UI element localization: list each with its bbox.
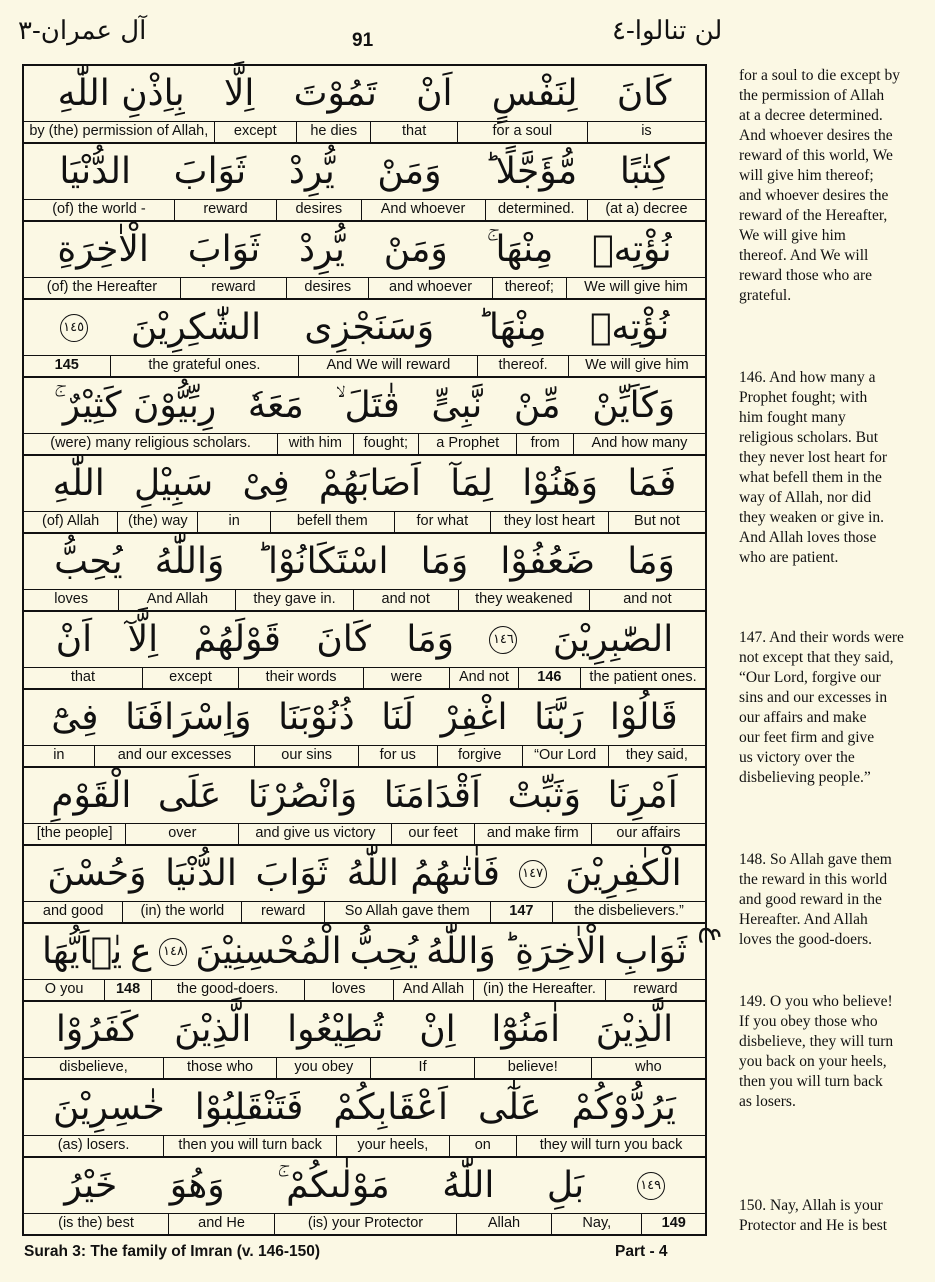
arabic-word: الدُّنْيَا — [165, 852, 237, 894]
translation-cell: that — [70, 669, 96, 685]
arabic-word: لَنَا — [381, 696, 415, 738]
arabic-word: اَقْدَامَنَا — [383, 774, 481, 816]
footer-surah-title: Surah 3: The family of Imran (v. 146-150) — [24, 1243, 321, 1260]
translation-line — [24, 745, 705, 768]
translation-cell: thereof; — [492, 278, 566, 298]
translation-line — [24, 277, 705, 300]
arabic-word: كَانَ — [316, 618, 371, 660]
arabic-word: كَفَرُوْا — [55, 1008, 139, 1050]
translation-cell: We will give him — [566, 278, 705, 298]
arabic-word: وَحُسْنَ — [47, 852, 147, 894]
arabic-word: نُؤْتِهٖ — [592, 228, 672, 270]
translation-cell: they gave in. — [235, 590, 352, 610]
arabic-word: مِنْهَا ۚ — [486, 228, 554, 270]
translation-cell: [the people] — [36, 825, 113, 841]
translation-cell: And whoever — [361, 200, 485, 220]
translation-cell: those who — [163, 1058, 276, 1078]
arabic-word: يَرُدُّوْكُمْ — [571, 1086, 676, 1128]
arabic-word: يُّرِدْ — [298, 228, 345, 270]
commentary-text: 149. O you who believe! If you obey those who disbelieve, they will turn you back on your heels, then you will turn back as losers. — [739, 993, 894, 1110]
arabic-word: بَلِ — [546, 1164, 585, 1206]
arabic-word: بِاِذْنِ اللّٰهِ — [57, 72, 185, 114]
arabic-word: خَيْرُ — [64, 1164, 118, 1206]
translation-cell: Allah — [456, 1214, 551, 1234]
arabic-word: عَلٰٓى — [478, 1086, 542, 1128]
arabic-word: وَمَا — [627, 540, 675, 582]
arabic-word: رِبِّيُّوْنَ كَثِيْرٌ ۚ — [53, 384, 217, 426]
arabic-word: الصّٰبِرِيْنَ — [552, 618, 674, 660]
arabic-line — [24, 924, 705, 979]
verse-number-cell: 146 — [518, 668, 580, 688]
arabic-word: اَنْ — [55, 618, 93, 660]
arabic-line — [24, 66, 705, 121]
translation-cell: from — [516, 434, 573, 454]
arabic-word: الْمُحْسِنِيْنَ — [195, 930, 342, 972]
translation-cell: (the) way — [117, 512, 197, 532]
translation-cell: If — [370, 1058, 473, 1078]
arabic-word: فَمَا — [627, 462, 677, 504]
arabic-word: اٰمَنُوْٓا — [491, 1008, 561, 1050]
translation-line — [24, 667, 705, 690]
arabic-word: مَوْلٰىكُمْ ۚ — [277, 1164, 390, 1206]
translation-cell: thereof. — [477, 356, 567, 376]
translation-cell: believe! — [474, 1058, 591, 1078]
translation-cell: desires — [276, 200, 360, 220]
arabic-word: وَاللّٰهُ — [426, 930, 496, 972]
arabic-word: ع — [130, 930, 152, 972]
arabic-line — [24, 456, 705, 511]
verse-row — [24, 378, 705, 456]
translation-cell: fought; — [353, 434, 419, 454]
arabic-word: فَاٰتٰىهُمُ اللّٰهُ — [346, 852, 500, 894]
translation-cell: And not — [449, 668, 517, 688]
translation-cell: disbelieve, — [59, 1059, 128, 1075]
arabic-word: نُؤْتِهٖ — [589, 306, 670, 348]
arabic-line — [24, 612, 705, 667]
translation-cell: were — [363, 668, 449, 688]
translation-cell: the patient ones. — [580, 668, 705, 688]
translation-cell: they will turn you back — [516, 1136, 705, 1156]
arabic-word: اَمْرِنَا — [607, 774, 678, 816]
arabic-word: الَّذِيْنَ — [595, 1008, 674, 1050]
arabic-word: الَّذِيْنَ — [174, 1008, 252, 1050]
translation-cell: who — [591, 1058, 705, 1078]
translation-line — [24, 355, 705, 378]
arabic-line — [24, 378, 705, 433]
translation-cell: that — [370, 122, 456, 142]
arabic-word: ذُنُوْبَنَا — [278, 696, 355, 738]
arabic-word: ثَوَابِ — [614, 930, 688, 972]
translation-cell: the grateful ones. — [110, 356, 299, 376]
verse-row — [24, 456, 705, 534]
translation-cell: And how many — [573, 434, 705, 454]
translation-cell: (at a) decree — [587, 200, 705, 220]
arabic-word: فِىْ — [242, 462, 290, 504]
arabic-word: مِّنْ — [513, 384, 561, 426]
translation-cell: by (the) permission of Allah, — [29, 123, 209, 139]
translation-cell: and our excesses — [94, 746, 255, 766]
verse-row — [24, 1002, 705, 1080]
arabic-word: وَسَنَجْزِى — [304, 306, 435, 348]
arabic-word: تَمُوْتَ — [293, 72, 377, 114]
arabic-word: ثَوَابَ — [173, 150, 247, 192]
arabic-word: اَعْقَابِكُمْ — [333, 1086, 448, 1128]
arabic-line — [24, 144, 705, 199]
verse-number-cell: 147 — [490, 902, 553, 922]
translation-cell: So Allah gave them — [324, 902, 490, 922]
arabic-word: الْاٰخِرَةِ — [57, 228, 149, 270]
verse-row — [24, 768, 705, 846]
arabic-word: وَثَبِّتْ — [507, 774, 582, 816]
arabic-word: الْكٰفِرِيْنَ — [565, 852, 682, 894]
arabic-word: اَصَابَهُمْ — [318, 462, 422, 504]
arabic-word: ثَوَابَ — [187, 228, 261, 270]
translation-cell: in — [197, 512, 269, 532]
arabic-word: وَانْصُرْنَا — [247, 774, 358, 816]
verse-row — [24, 1158, 705, 1236]
translation-cell: for a soul — [457, 122, 587, 142]
translation-cell: you obey — [276, 1058, 370, 1078]
translation-line — [24, 589, 705, 612]
translation-cell: (were) many religious scholars. — [50, 435, 251, 451]
translation-line — [24, 979, 705, 1002]
verse-row — [24, 612, 705, 690]
translation-cell: and good — [42, 903, 104, 919]
verse-number-mark: ١٤٥ — [60, 314, 88, 342]
translation-cell: over — [125, 824, 238, 844]
translation-cell: O you — [44, 981, 84, 997]
arabic-word: اِلَّا — [223, 72, 255, 114]
arabic-word: كِتٰبًا — [619, 150, 670, 192]
translation-line — [24, 901, 705, 924]
translation-cell: determined. — [485, 200, 587, 220]
arabic-word: خٰسِرِيْنَ — [53, 1086, 165, 1128]
translation-line — [24, 511, 705, 534]
verse-row — [24, 1080, 705, 1158]
arabic-word: تُطِيْعُوا — [287, 1008, 384, 1050]
arabic-line — [24, 300, 705, 355]
arabic-word: وَهُوَ — [169, 1164, 225, 1206]
arabic-word: مِنْهَا ؕ — [477, 306, 547, 348]
commentary-block — [739, 1196, 915, 1236]
translation-cell: (in) the world — [122, 902, 241, 922]
arabic-word: فَتَنْقَلِبُوْا — [194, 1086, 304, 1128]
surah-header-arabic: آل عمران-٣ — [18, 16, 147, 46]
arabic-word: الشّٰكِرِيْنَ — [130, 306, 262, 348]
translation-line — [24, 121, 705, 144]
arabic-word: ضَعُفُوْا — [500, 540, 596, 582]
translation-line — [24, 1057, 705, 1080]
arabic-word: وَهَنُوْا — [522, 462, 599, 504]
arabic-line — [24, 222, 705, 277]
page-number: 91 — [352, 30, 374, 51]
ruku-side-mark: ع — [698, 926, 732, 943]
translation-cell: (in) the Hereafter. — [473, 980, 605, 1000]
arabic-word: وَاللّٰهُ — [154, 540, 225, 582]
translation-line — [24, 433, 705, 456]
translation-cell: and He — [168, 1214, 274, 1234]
arabic-word: اَنْ — [416, 72, 453, 114]
verse-row — [24, 300, 705, 378]
verse-row — [24, 66, 705, 144]
translation-cell: loves — [304, 980, 393, 1000]
arabic-word: مُّؤَجَّلًا ؕ — [484, 150, 578, 192]
arabic-word: ثَوَابَ — [255, 852, 329, 894]
verse-row — [24, 690, 705, 768]
translation-cell: and whoever — [368, 278, 491, 298]
translation-cell: our affairs — [591, 824, 705, 844]
translation-cell: they weakened — [458, 590, 589, 610]
commentary-block — [739, 992, 915, 1112]
translation-cell: befell them — [270, 512, 394, 532]
translation-cell: forgive — [437, 746, 522, 766]
arabic-line — [24, 1158, 705, 1213]
verse-row — [24, 924, 705, 1002]
arabic-word: يُّرِدْ — [288, 150, 335, 192]
translation-cell: on — [449, 1136, 517, 1156]
translation-cell: (of) Allah — [41, 513, 100, 529]
translation-cell: is — [587, 122, 705, 142]
commentary-text: 148. So Allah gave them the reward in this world and good reward in the Hereafter. And Allah loves the good-doers. — [739, 851, 892, 948]
verse-row — [24, 534, 705, 612]
translation-cell: they lost heart — [490, 512, 608, 532]
translation-cell: loves — [54, 591, 89, 607]
arabic-word: عَلَى — [157, 774, 222, 816]
translation-line — [24, 823, 705, 846]
juz-header-arabic: لن تنالوا-٤ — [612, 16, 723, 46]
translation-cell: their words — [238, 668, 363, 688]
commentary-text: for a soul to die except by the permission of Allah at a decree determined. And whoever desires the reward of this world, We will give him thereof; and whoever desires the reward of the Hereafter, We will give him thereof. And We will reward those who are grateful. — [739, 67, 900, 304]
arabic-word: اِلَّآ — [127, 618, 159, 660]
translation-cell: But not — [608, 512, 705, 532]
translation-cell: for what — [394, 512, 490, 532]
translation-cell: a Prophet — [418, 434, 516, 454]
arabic-word: فِىْٓ — [51, 696, 99, 738]
commentary-block — [739, 628, 915, 788]
arabic-word: اللّٰهُ — [442, 1164, 495, 1206]
arabic-line — [24, 768, 705, 823]
translation-cell: the good-doers. — [151, 980, 304, 1000]
commentary-text: 146. And how many a Prophet fought; with him fought many religious scholars. But they never lost heart for what befell them in the way of Allah, nor did they weaken or give in. And Allah loves those who are patient. — [739, 369, 888, 566]
arabic-word: وَكَاَيِّنْ — [592, 384, 676, 426]
translation-cell: he dies — [296, 122, 370, 142]
arabic-word: لِمَآ — [450, 462, 493, 504]
translation-cell: “Our Lord — [522, 746, 608, 766]
translation-cell: then you will turn back — [163, 1136, 336, 1156]
arabic-line — [24, 846, 705, 901]
translation-cell: for us — [358, 746, 437, 766]
commentary-text: 150. Nay, Allah is your Protector and He is best — [739, 1197, 888, 1234]
arabic-word: قَوْلَهُمْ — [193, 618, 281, 660]
translation-cell: except — [142, 668, 238, 688]
commentary-block — [739, 850, 915, 950]
arabic-word: يُحِبُّ — [349, 930, 419, 972]
arabic-word: يُحِبُّ — [54, 540, 123, 582]
translation-cell: desires — [286, 278, 368, 298]
arabic-line — [24, 690, 705, 745]
arabic-word: الْقَوْمِ — [51, 774, 132, 816]
translation-cell: our sins — [254, 746, 357, 766]
translation-cell: And Allah — [118, 590, 235, 610]
translation-line — [24, 199, 705, 222]
translation-cell: reward — [174, 200, 276, 220]
arabic-word: يٰۤاَيُّهَا — [41, 930, 123, 972]
verse-number-cell: 149 — [641, 1214, 705, 1234]
arabic-word: قَالُوْا — [609, 696, 678, 738]
translation-cell: and make firm — [474, 824, 591, 844]
commentary-block — [739, 368, 915, 568]
translation-cell: they said, — [608, 746, 705, 766]
translation-cell: and not — [353, 590, 458, 610]
translation-cell: with him — [277, 434, 352, 454]
arabic-word: نَّبِىٍّ — [431, 384, 483, 426]
arabic-word: كَانَ — [616, 72, 672, 114]
translation-cell: (of) the world - — [52, 201, 146, 217]
verse-row — [24, 846, 705, 924]
translation-cell: (is) your Protector — [274, 1214, 456, 1234]
translation-cell: reward — [180, 278, 286, 298]
arabic-word: اسْتَكَانُوْا ؕ — [256, 540, 389, 582]
translation-cell: the disbelievers.” — [552, 902, 705, 922]
arabic-word: لِنَفْسٍ — [491, 72, 578, 114]
verse-number-mark: ١٤٨ — [159, 938, 187, 966]
translation-cell: your heels, — [336, 1136, 448, 1156]
verse-number-cell: 148 — [104, 980, 151, 1000]
translation-cell: And Allah — [393, 980, 473, 1000]
translation-line — [24, 1135, 705, 1158]
translation-cell: except — [214, 122, 296, 142]
arabic-word: وَاِسْرَافَنَا — [125, 696, 252, 738]
translation-cell: in — [53, 747, 65, 763]
arabic-word: مَعَهٗ — [247, 384, 304, 426]
translation-cell: And We will reward — [298, 356, 477, 376]
arabic-word: رَبَّنَا — [534, 696, 584, 738]
translation-cell: (as) losers. — [57, 1137, 130, 1153]
commentary-text: 147. And their words were not except that they said, “Our Lord, forgive our sins and our excesses in our affairs and make our feet firm and give us victory over the disbelieving people.” — [739, 629, 904, 786]
arabic-word: سَبِيْلِ — [134, 462, 214, 504]
translation-cell: reward — [241, 902, 323, 922]
translation-cell: (of) the Hereafter — [46, 279, 158, 295]
arabic-word: قٰتَلَ ۙ — [335, 384, 400, 426]
arabic-word: وَمَا — [406, 618, 454, 660]
arabic-word: وَمَنْ — [377, 150, 442, 192]
translation-cell: and give us victory — [238, 824, 391, 844]
arabic-word: وَمَا — [420, 540, 469, 582]
arabic-word: الْاٰخِرَةِ ؕ — [503, 930, 607, 972]
verse-number-mark: ١٤٩ — [637, 1172, 665, 1200]
translation-cell: reward — [605, 980, 705, 1000]
arabic-word: وَمَنْ — [383, 228, 448, 270]
translation-cell: our feet — [391, 824, 473, 844]
verse-number-cell: 145 — [54, 357, 79, 373]
verse-row — [24, 222, 705, 300]
arabic-line — [24, 534, 705, 589]
translation-cell: We will give him — [568, 356, 705, 376]
arabic-word: اغْفِرْ — [440, 696, 508, 738]
word-by-word-grid — [22, 64, 707, 1236]
arabic-word: الدُّنْيَا — [59, 150, 132, 192]
commentary-block — [739, 66, 915, 306]
footer-part-number: Part - 4 — [615, 1243, 668, 1260]
arabic-word: اِنْ — [419, 1008, 456, 1050]
verse-number-mark: ١٤٧ — [519, 860, 547, 888]
arabic-line — [24, 1080, 705, 1135]
verse-row — [24, 144, 705, 222]
translation-cell: (is the) best — [58, 1215, 134, 1231]
arabic-line — [24, 1002, 705, 1057]
verse-number-mark: ١٤٦ — [489, 626, 517, 654]
translation-line — [24, 1213, 705, 1236]
translation-cell: Nay, — [551, 1214, 641, 1234]
arabic-word: اللّٰهِ — [52, 462, 105, 504]
translation-cell: and not — [589, 590, 705, 610]
